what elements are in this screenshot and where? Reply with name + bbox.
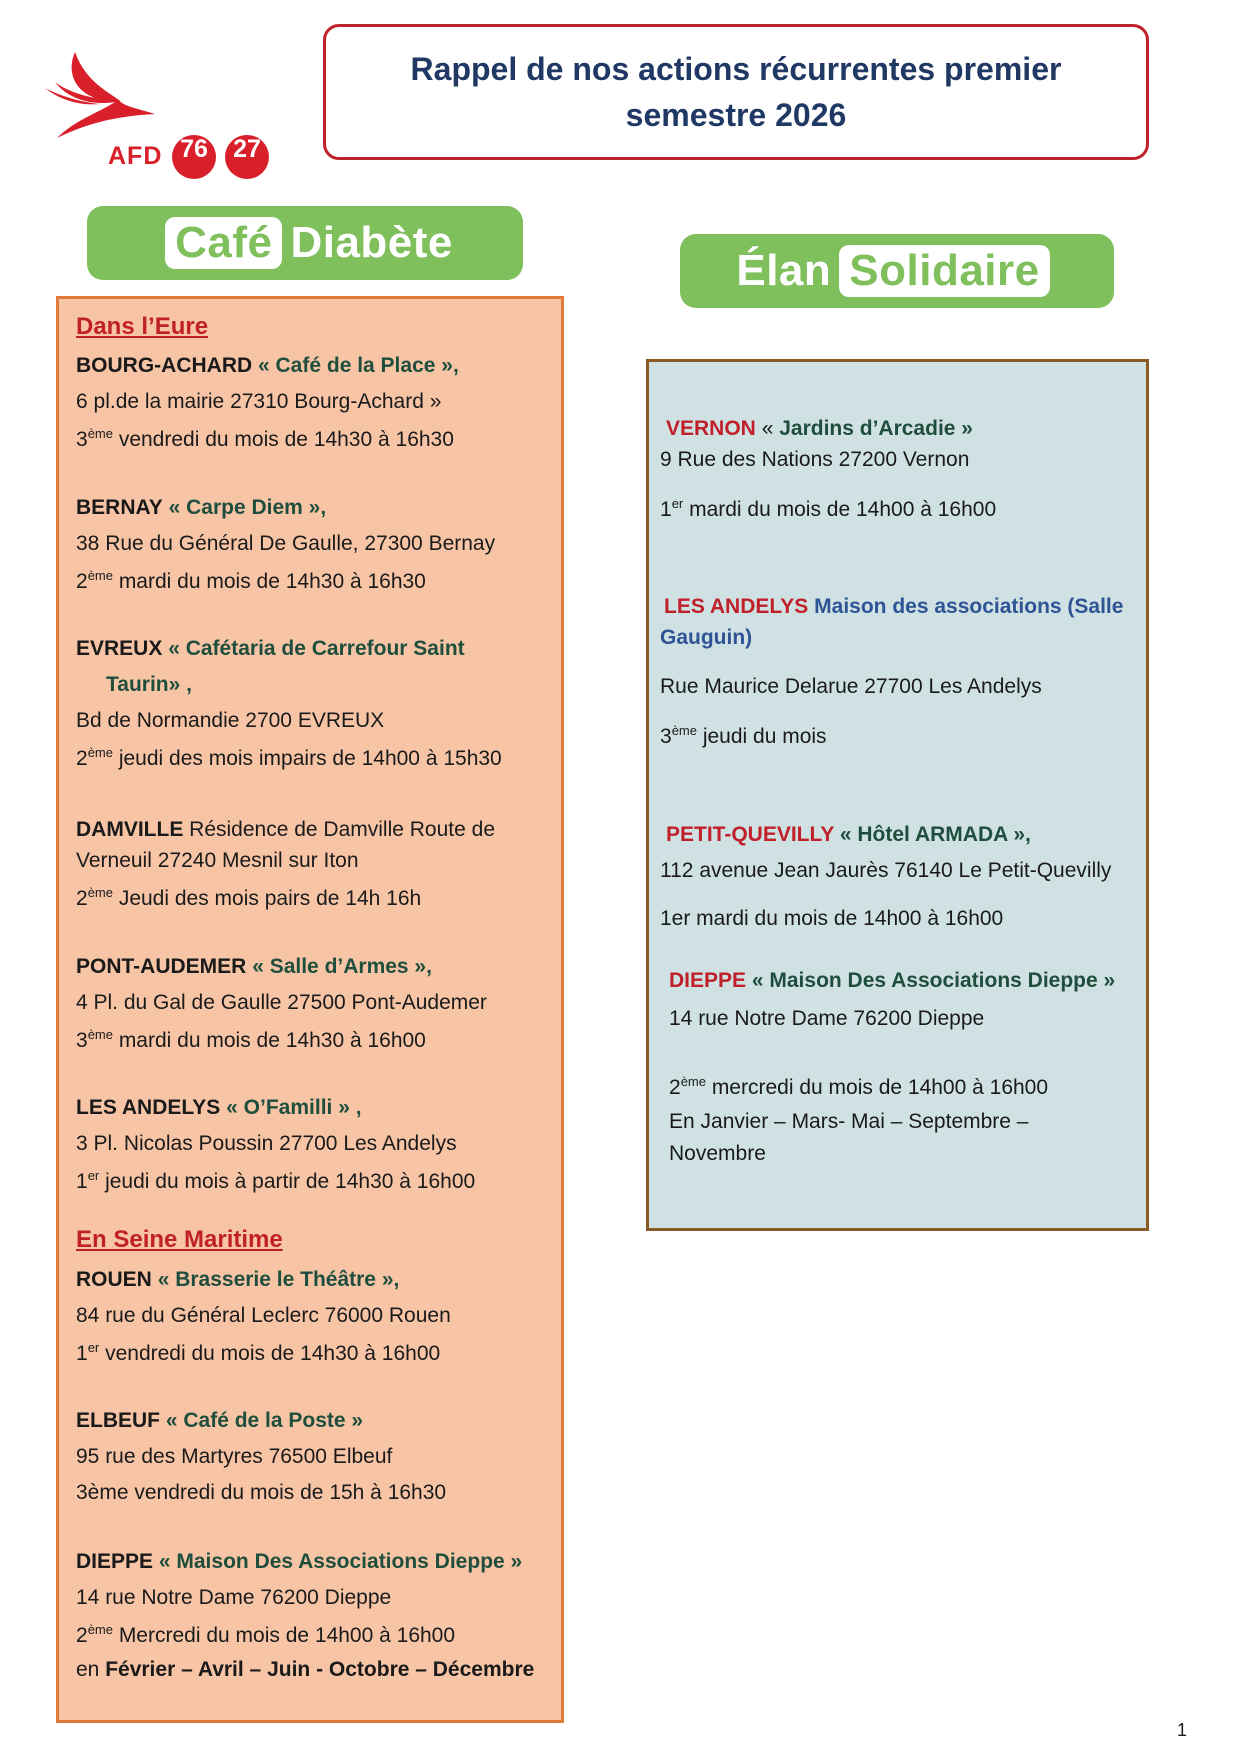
logo-badge-27: 27 [225, 135, 269, 179]
list-item: ELBEUF « Café de la Poste » [76, 1409, 364, 1432]
months: en Février – Avril – Juin - Octobre – Décembre [76, 1658, 535, 1681]
place-name: Gauguin) [660, 626, 753, 649]
banner-solidaire-word: Solidaire [839, 245, 1049, 297]
schedule: 1er vendredi du mois de 14h30 à 16h00 [76, 1340, 441, 1365]
schedule: 1er mardi du mois de 14h00 à 16h00 [660, 496, 997, 521]
address: 84 rue du Général Leclerc 76000 Rouen [76, 1304, 451, 1327]
afd-logo [45, 50, 285, 180]
months: Novembre [669, 1142, 766, 1165]
address: 112 avenue Jean Jaurès 76140 Le Petit-Quevilly [660, 859, 1112, 882]
schedule: 3ème mardi du mois de 14h30 à 16h00 [76, 1027, 426, 1052]
list-item: DAMVILLE Résidence de Damville Route de [76, 818, 495, 841]
address: Verneuil 27240 Mesnil sur Iton [76, 849, 359, 872]
schedule: 1er jeudi du mois à partir de 14h30 à 16h00 [76, 1168, 476, 1193]
address: Bd de Normandie 2700 EVREUX [76, 709, 385, 732]
address: 4 Pl. du Gal de Gaulle 27500 Pont-Audemer [76, 991, 487, 1014]
address: 38 Rue du Général De Gaulle, 27300 Bernay [76, 532, 496, 555]
schedule: 2ème Jeudi des mois pairs de 14h 16h [76, 885, 422, 910]
schedule: 3ème vendredi du mois de 15h à 16h30 [76, 1481, 447, 1504]
list-item: DIEPPE « Maison Des Associations Dieppe » [76, 1550, 523, 1573]
list-item: PETIT-QUEVILLY « Hôtel ARMADA », [666, 823, 1031, 846]
months: En Janvier – Mars- Mai – Septembre – [669, 1110, 1029, 1133]
address: 14 rue Notre Dame 76200 Dieppe [669, 1007, 985, 1030]
schedule: 1er mardi du mois de 14h00 à 16h00 [660, 907, 1004, 930]
banner-diabete-word: Diabète [290, 218, 453, 267]
address: 95 rue des Martyres 76500 Elbeuf [76, 1445, 393, 1468]
page-title: Rappel de nos actions récurrentes premier semestre 2026 [410, 51, 1062, 133]
schedule: 3ème vendredi du mois de 14h30 à 16h30 [76, 426, 454, 451]
list-item: BERNAY « Carpe Diem », [76, 496, 327, 519]
elan-solidaire-panel [646, 359, 1149, 1231]
page-number: 1 [1176, 1720, 1187, 1740]
list-item: VERNON « Jardins d’Arcadie » [666, 417, 973, 440]
elan-solidaire-banner [680, 234, 1114, 308]
banner-elan-word: Élan [736, 246, 832, 295]
address: Rue Maurice Delarue 27700 Les Andelys [660, 675, 1042, 698]
list-item: DIEPPE « Maison Des Associations Dieppe » [669, 969, 1116, 992]
schedule: 2ème mardi du mois de 14h30 à 16h30 [76, 568, 426, 593]
list-item: ROUEN « Brasserie le Théâtre », [76, 1268, 400, 1291]
cafe-diabete-banner [87, 206, 523, 280]
banner-cafe-word: Café [165, 217, 282, 269]
bird-logo-icon [45, 50, 165, 145]
schedule: 3ème jeudi du mois [660, 723, 827, 748]
schedule: 2ème Mercredi du mois de 14h00 à 16h00 [76, 1622, 456, 1647]
schedule: 2ème mercredi du mois de 14h00 à 16h00 [669, 1074, 1049, 1099]
title-box [323, 24, 1149, 160]
list-item: BOURG-ACHARD « Café de la Place », [76, 354, 459, 377]
address: 3 Pl. Nicolas Poussin 27700 Les Andelys [76, 1132, 457, 1155]
list-item: LES ANDELYS Maison des associations (Salle [664, 595, 1124, 618]
list-item: EVREUX « Cafétaria de Carrefour Saint [76, 637, 465, 660]
eure-heading: Dans l’Eure [76, 313, 209, 340]
place-name: Taurin» , [106, 673, 192, 696]
list-item: LES ANDELYS « O’Familli » , [76, 1096, 362, 1119]
logo-badge-76: 76 [172, 135, 216, 179]
list-item: PONT-AUDEMER « Salle d’Armes », [76, 955, 432, 978]
address: 9 Rue des Nations 27200 Vernon [660, 448, 970, 471]
seine-maritime-heading: En Seine Maritime [76, 1226, 283, 1253]
logo-text: AFD [108, 142, 163, 170]
address: 6 pl.de la mairie 27310 Bourg-Achard » [76, 390, 442, 413]
schedule: 2ème jeudi des mois impairs de 14h00 à 15h30 [76, 745, 502, 770]
address: 14 rue Notre Dame 76200 Dieppe [76, 1586, 392, 1609]
